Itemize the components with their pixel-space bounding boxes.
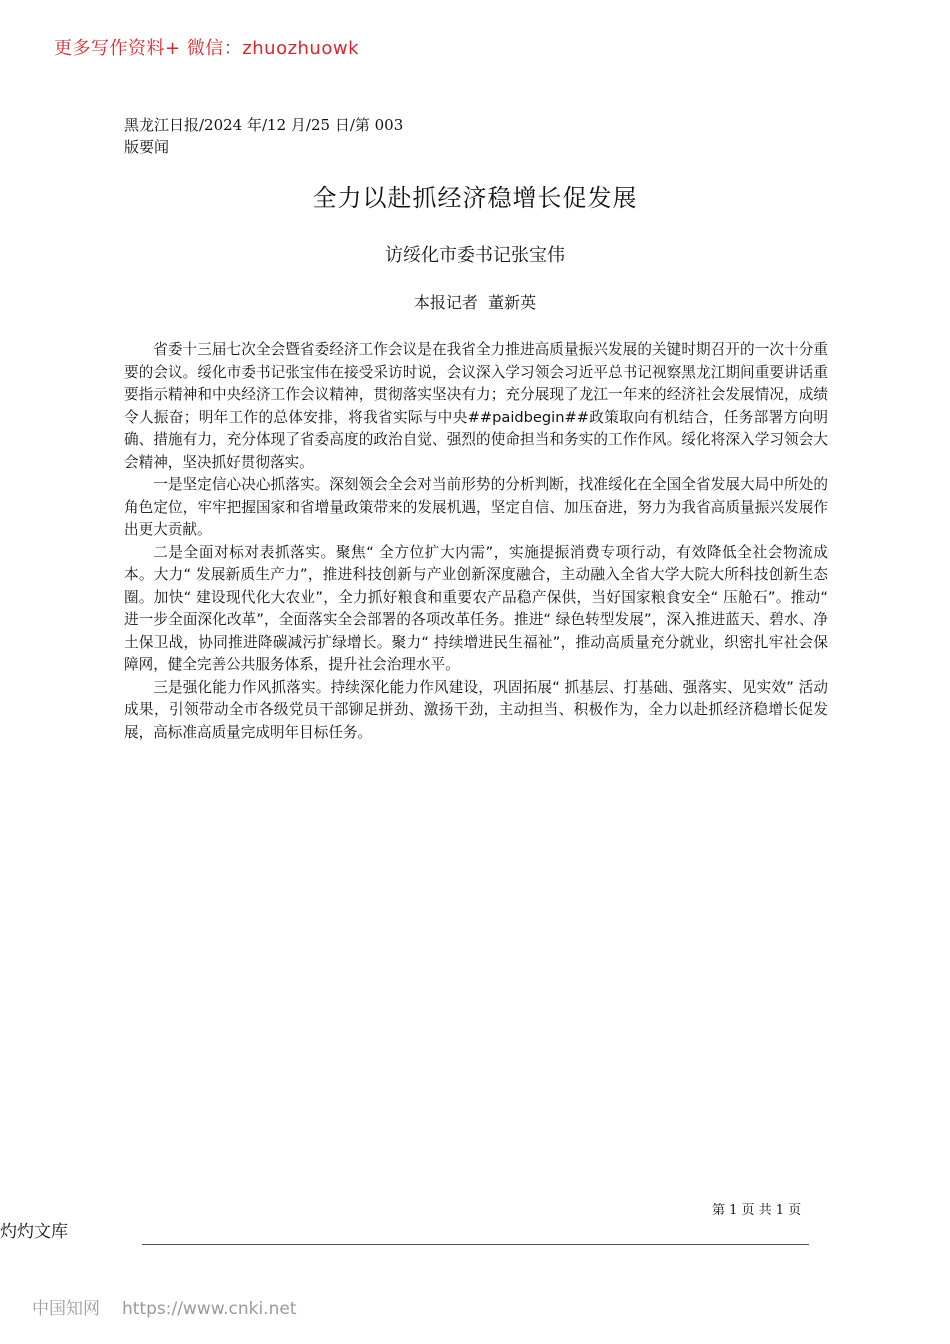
article-body bbox=[124, 339, 828, 744]
article-subtitle: 访绥化市委书记张宝伟 bbox=[385, 245, 565, 266]
body-paragraph: 三是强化能力作风抓落实。持续深化能力作风建设，巩固拓展“ 抓基层、打基础、强落实、见实效” 活动成果，引领带动全市各级党员干部铆足拼劲、激扬干劲，主动担当、积极作为，全力以赴抓经济稳增长促发展，高标准高质量完成明年目标任务。 bbox=[124, 678, 828, 741]
footer-divider bbox=[142, 1244, 809, 1245]
source-line: 版要闻 bbox=[124, 138, 170, 156]
brand-watermark: 灼灼文库 bbox=[0, 1222, 68, 1242]
body-paragraph: 省委十三届七次全会暨省委经济工作会议是在我省全力推进高质量振兴发展的关键时期召开的一次十分重要的会议。绥化市委书记张宝伟在接受采访时说，会议深入学习领会习近平总书记视察黑龙江期间重要讲话重要指示精神和中央经济工作会议精神，贯彻落实坚决有力；充分展现了龙江一年来的经济社会发展情况，成绩令人振奋；明年工作的总体安排，将我省实际与中央##paidbegin##政策取向有机结合，任务部署方向明确、措施有力，充分体现了省委高度的政治自觉、强烈的使命担当和务实的工作作风。绥化将深入学习领会大会精神，坚决抓好贯彻落实。 bbox=[124, 341, 828, 471]
promo-banner: 更多写作资料+ 微信：zhuozhuowk bbox=[54, 38, 360, 59]
cnki-url[interactable]: https://www.cnki.net bbox=[122, 1299, 297, 1319]
article-byline: 本报记者 董新英 bbox=[413, 293, 537, 312]
page-number: 第 1 页 共 1 页 bbox=[712, 1203, 802, 1218]
body-paragraph: 一是坚定信心决心抓落实。深刻领会全会对当前形势的分析判断，找准绥化在全国全省发展大局中所处的角色定位，牢牢把握国家和省增量政策带来的发展机遇，坚定自信、加压奋进，努力为我省高质量振兴发展作出更大贡献。 bbox=[124, 476, 828, 538]
body-paragraph: 二是全面对标对表抓落实。聚焦“ 全方位扩大内需”，实施提振消费专项行动，有效降低全社会物流成本。大力“ 发展新质生产力”，推进科技创新与产业创新深度融合，主动融入全省大学大院大所科技创新生态圈。加快“ 建设现代化大农业”，全力抓好粮食和重要农产品稳产保供，当好国家粮食安全“ 压舱石”。推动“ 进一步全面深化改革”，全面落实全会部署的各项改革任务。推进“ 绿色转型发展”，深入推进蓝天、碧水、净土保卫战，协同推进降碳减污扩绿增长。聚力“ 持续增进民生福祉”，推动高质量充分就业，织密扎牢社会保障网，健全完善公共服务体系，提升社会治理水平。 bbox=[124, 543, 828, 673]
article-title: 全力以赴抓经济稳增长促发展 bbox=[312, 184, 638, 212]
cnki-footer bbox=[32, 1294, 296, 1319]
source-info bbox=[124, 114, 403, 158]
cnki-name: 中国知网 bbox=[32, 1299, 100, 1319]
source-line: 黑龙江日报/2024 年/12 月/25 日/第 003 bbox=[124, 116, 404, 134]
